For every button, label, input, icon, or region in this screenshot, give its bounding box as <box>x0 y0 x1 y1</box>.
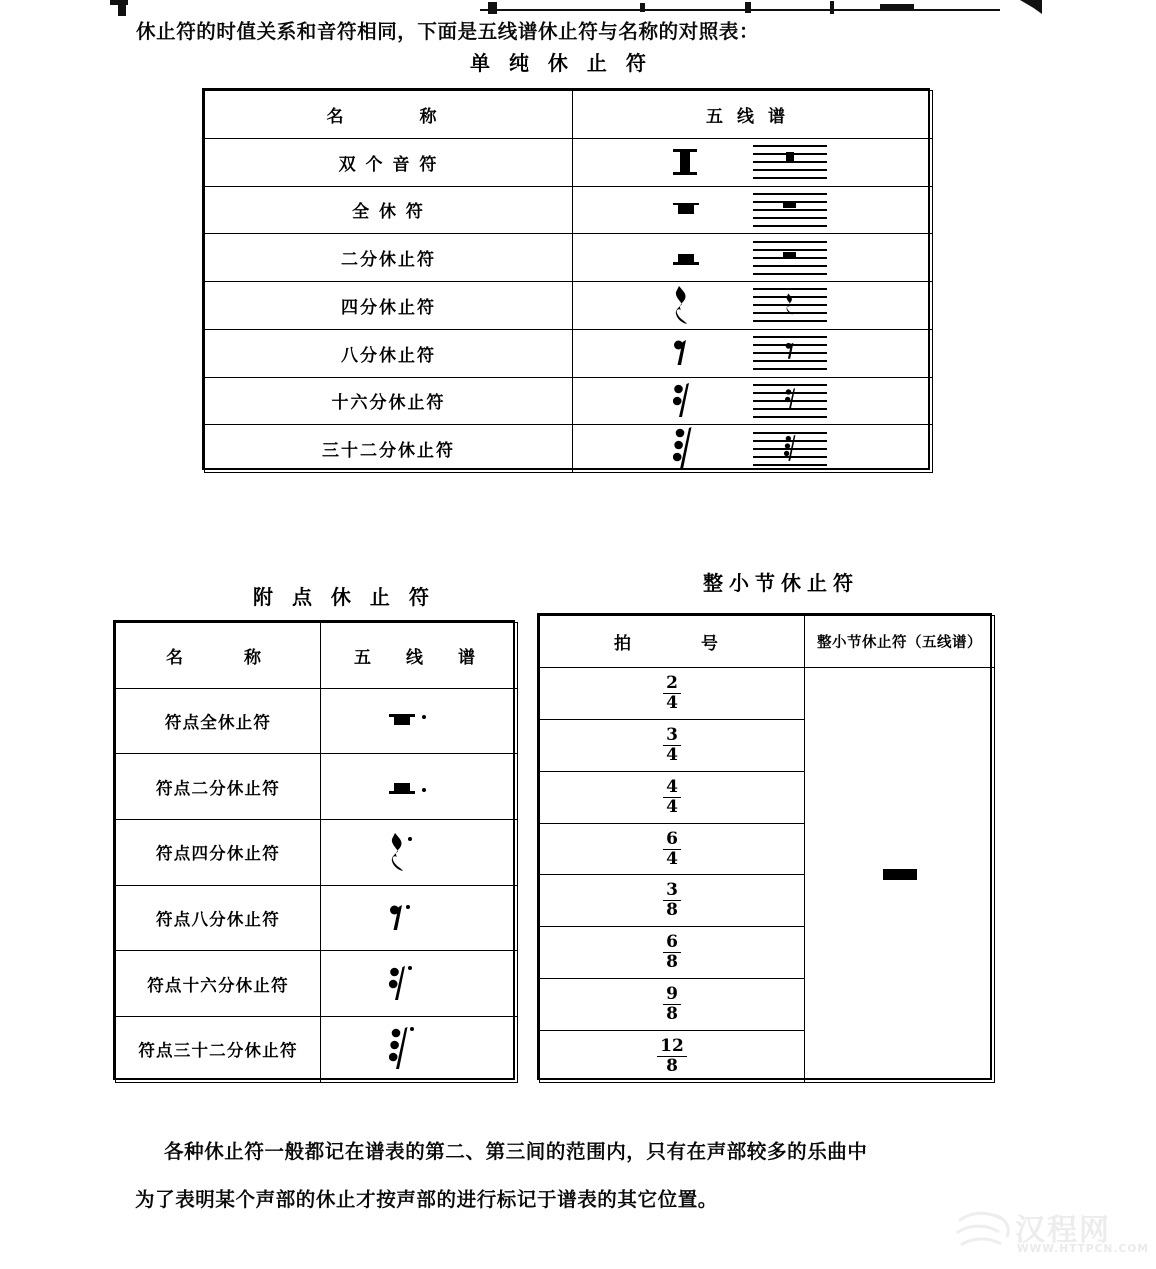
dotted-rest-glyph-half <box>321 754 518 820</box>
time-signature-cell <box>540 979 805 1031</box>
time-signature-2-4 <box>663 672 681 713</box>
table-row <box>205 377 933 425</box>
time-sig-denominator: 4 <box>663 693 681 712</box>
dotted-thirty-second-rest-icon <box>389 1026 425 1072</box>
col-header-staff: 五线谱 <box>573 91 933 139</box>
table-row <box>116 820 518 886</box>
time-signature-cell <box>540 927 805 979</box>
watermark-brand: 汉程网 <box>1015 1213 1111 1248</box>
dotted-rest-glyph-sixteenth <box>321 951 518 1017</box>
rest-staff-half <box>573 234 933 282</box>
time-sig-numerator: 9 <box>666 984 678 1005</box>
dotted-rest-glyph-whole <box>321 688 518 754</box>
col-header-measure-rest: 整小节休止符（五线谱） <box>805 616 995 668</box>
staff-eighth-rest <box>753 336 827 370</box>
time-sig-denominator: 8 <box>663 900 681 919</box>
time-sig-denominator: 8 <box>663 1004 681 1023</box>
dotted-rest-glyph-thirty-second <box>321 1017 518 1083</box>
simple-rests-caption: 单 纯 休 止 符 <box>470 51 652 75</box>
staff-sixteenth-rest <box>753 384 827 418</box>
time-sig-numerator: 3 <box>666 880 678 901</box>
rest-staff-whole <box>573 186 933 234</box>
footer-paragraph-line-2: 为了表明某个声部的休止才按声部的进行标记于谱表的其它位置。 <box>135 1188 718 1211</box>
dotted-rest-name-sixteenth: 符点十六分休止符 <box>116 951 321 1017</box>
rest-name-eighth: 八分休止符 <box>205 329 573 377</box>
dotted-sixteenth-rest-icon <box>389 965 423 1003</box>
table-row <box>116 885 518 951</box>
intro-paragraph: 休止符的时值关系和音符相同，下面是五线谱休止符与名称的对照表： <box>136 20 760 43</box>
staff-half-rest <box>753 241 827 275</box>
table-row <box>205 234 933 282</box>
time-sig-numerator: 6 <box>666 828 678 849</box>
dotted-rests-table <box>113 620 515 1080</box>
time-signature-9-8 <box>663 986 681 1023</box>
table-header-row <box>116 623 518 689</box>
double-whole-rest-icon <box>673 149 697 175</box>
time-sig-denominator: 4 <box>663 849 681 868</box>
dotted-rest-glyph-eighth <box>321 885 518 951</box>
time-signature-cell <box>540 771 805 823</box>
time-signature-cell <box>540 875 805 927</box>
staff-whole-rest <box>753 193 827 227</box>
rest-staff-thirty-second <box>573 425 933 473</box>
dotted-rest-glyph-quarter <box>321 820 518 886</box>
measure-rest-caption: 整小节休止符 <box>703 571 859 595</box>
measure-rest-table <box>537 613 992 1080</box>
time-sig-numerator: 2 <box>666 672 678 693</box>
simple-rests-table <box>202 88 930 470</box>
rest-staff-eighth <box>573 329 933 377</box>
time-sig-denominator: 8 <box>657 1056 687 1075</box>
dotted-whole-rest-icon <box>389 713 435 729</box>
half-rest-icon <box>673 251 699 265</box>
table-row <box>205 138 933 186</box>
dotted-quarter-rest-icon <box>389 832 425 872</box>
time-sig-denominator: 4 <box>663 745 681 764</box>
col-header-staff: 五 线 谱 <box>321 623 518 689</box>
rest-name-quarter: 四分休止符 <box>205 282 573 330</box>
eighth-rest-icon <box>673 338 690 368</box>
time-sig-numerator: 4 <box>666 776 678 797</box>
rest-staff-sixteenth <box>573 377 933 425</box>
table-row <box>116 688 518 754</box>
table-row <box>205 329 933 377</box>
rest-name-sixteenth: 十六分休止符 <box>205 377 573 425</box>
quarter-rest-icon <box>673 285 693 325</box>
col-header-name: 名 称 <box>116 623 321 689</box>
rest-name-half: 二分休止符 <box>205 234 573 282</box>
table-header-row <box>540 616 995 668</box>
time-signature-4-4 <box>663 776 681 817</box>
dotted-rest-name-thirty-second: 符点三十二分休止符 <box>116 1017 321 1083</box>
time-signature-12-8 <box>657 1038 687 1075</box>
time-sig-numerator: 12 <box>660 1036 684 1057</box>
table-header-row <box>205 91 933 139</box>
dotted-rest-name-whole: 符点全休止符 <box>116 688 321 754</box>
time-signature-cell <box>540 1031 805 1083</box>
watermark-url: WWW.HTTPCN.COM <box>1017 1243 1149 1255</box>
whole-rest-icon <box>673 203 699 217</box>
rest-staff-double-whole <box>573 138 933 186</box>
whole-measure-rest-icon <box>883 869 917 880</box>
table-row <box>205 425 933 473</box>
dotted-rest-name-quarter: 符点四分休止符 <box>116 820 321 886</box>
time-sig-numerator: 6 <box>666 932 678 953</box>
table-row <box>116 754 518 820</box>
col-header-name: 名 称 <box>205 91 573 139</box>
time-signature-3-8 <box>663 882 681 919</box>
site-watermark <box>955 1203 1151 1265</box>
time-signature-3-4 <box>663 724 681 765</box>
col-header-time-signature: 拍 号 <box>540 616 805 668</box>
measure-rest-symbol-cell <box>805 667 995 1082</box>
dotted-rest-name-half: 符点二分休止符 <box>116 754 321 820</box>
time-signature-cell <box>540 719 805 771</box>
dotted-rests-caption: 附 点 休 止 符 <box>253 585 435 609</box>
thirty-second-rest-icon <box>673 426 694 472</box>
rest-staff-quarter <box>573 282 933 330</box>
dotted-half-rest-icon <box>389 779 435 795</box>
staff-quarter-rest <box>753 288 827 322</box>
rest-name-whole: 全 休 符 <box>205 186 573 234</box>
footer-paragraph-line-1: 各种休止符一般都记在谱表的第二、第三间的范围内，只有在声部较多的乐曲中 <box>164 1140 868 1163</box>
staff-thirty-second-rest <box>753 432 827 466</box>
time-sig-numerator: 3 <box>666 724 678 745</box>
sixteenth-rest-icon <box>673 382 692 420</box>
dotted-eighth-rest-icon <box>389 903 422 933</box>
time-sig-denominator: 8 <box>663 952 681 971</box>
table-row <box>540 667 995 719</box>
staff-double-whole-rest <box>753 145 827 179</box>
table-row <box>116 1017 518 1083</box>
time-signature-6-8 <box>663 934 681 971</box>
time-signature-6-4 <box>663 828 681 869</box>
table-row <box>205 186 933 234</box>
table-row <box>116 951 518 1017</box>
dotted-rest-name-eighth: 符点八分休止符 <box>116 885 321 951</box>
time-sig-denominator: 4 <box>663 797 681 816</box>
table-row <box>205 282 933 330</box>
rest-name-double-whole: 双 个 音 符 <box>205 138 573 186</box>
time-signature-cell <box>540 823 805 875</box>
rest-name-thirty-second: 三十二分休止符 <box>205 425 573 473</box>
time-signature-cell <box>540 667 805 719</box>
